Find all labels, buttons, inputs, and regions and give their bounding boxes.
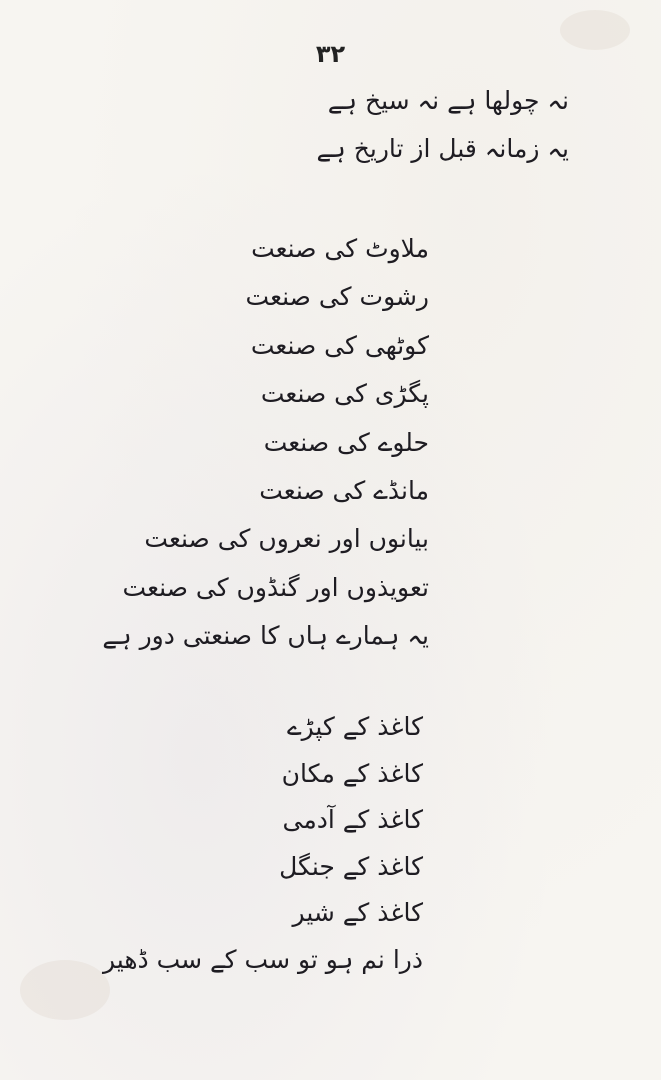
poem-line: کاغذ کے آدمی — [282, 805, 423, 834]
poem-line: یہ ہمارے ہاں کا صنعتی دور ہے — [102, 621, 429, 651]
poem-line: بیانوں اور نعروں کی صنعت — [144, 524, 429, 554]
poem-line: کاغذ کے جنگل — [279, 851, 423, 881]
poem-stanza-3 — [103, 714, 423, 993]
poem-line: کاغذ کے شیر — [292, 898, 423, 927]
poem-line: رشوت کی صنعت — [245, 282, 429, 312]
paper-stain — [20, 960, 110, 1020]
poem-line: حلوے کی صنعت — [263, 427, 429, 457]
poem-line: کوٹھی کی صنعت — [250, 330, 429, 360]
poem-line: ذرا نم ہو تو سب کے سب ڈھیر — [102, 944, 423, 974]
poem-line: کاغذ کے مکان — [281, 758, 423, 788]
poem-line: نہ چولھا ہے نہ سیخ ہے — [327, 86, 569, 115]
poem-line: ملاوٹ کی صنعت — [251, 234, 429, 263]
poem-line: یہ زمانہ قبل از تاریخ ہے — [316, 134, 569, 163]
poem-line: مانڈے کی صنعت — [259, 475, 429, 505]
page-number: ۳۲ — [315, 40, 346, 68]
poem-line: تعویذوں اور گنڈوں کی صنعت — [122, 572, 429, 602]
poem-line: پگڑی کی صنعت — [260, 379, 429, 409]
poem-stanza-2 — [102, 236, 429, 672]
poem-line: کاغذ کے کپڑے — [286, 712, 423, 741]
poem-stanza-1 — [316, 88, 569, 184]
